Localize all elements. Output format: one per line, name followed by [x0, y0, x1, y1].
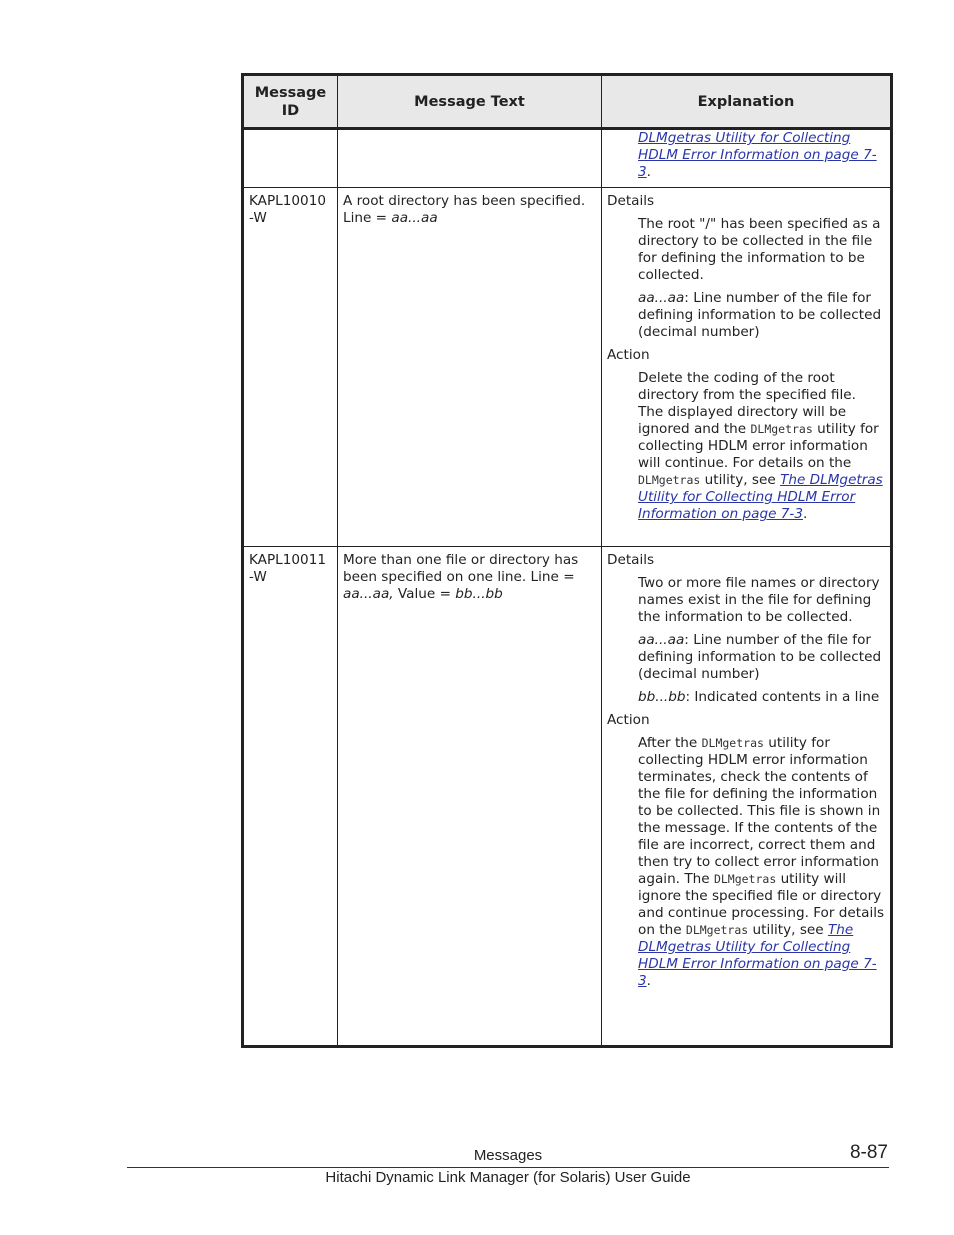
table-header-row — [243, 75, 892, 129]
details-var-desc: : Indicated contents in a line — [685, 689, 880, 705]
table-row — [243, 188, 892, 547]
action-paragraph — [638, 735, 885, 990]
details-paragraph: Two or more file names or directory names exist in the file for defining the information to be collected. — [638, 575, 880, 625]
message-id-part2: -W — [249, 569, 267, 585]
details-paragraph — [638, 689, 885, 706]
details-paragraph: The root "/" has been specified as a directory to be collected in the file for defining the information to be collected. — [638, 216, 881, 283]
footer-section-title: Messages — [473, 1147, 543, 1164]
action-end: . — [802, 506, 808, 522]
action-text: utility, see — [748, 922, 828, 938]
table-row-continued — [243, 129, 892, 188]
cell-empty-id — [243, 129, 338, 188]
table-row — [243, 547, 892, 1047]
cell-message-id — [243, 547, 338, 1047]
reference-link[interactable]: The DLMgetras Utility for Collecting HDLM Error Information on page 7-3 — [638, 922, 877, 989]
message-text: Value = — [393, 586, 456, 602]
cell-message-text — [338, 547, 602, 1047]
action-end: . — [646, 973, 651, 989]
cell-continued-explanation — [602, 129, 892, 188]
continued-link[interactable]: DLMgetras Utility for Collecting HDLM Error Information on page 7-3 — [638, 130, 877, 180]
details-var: aa...aa — [638, 632, 685, 648]
action-text: utility, see — [700, 472, 781, 488]
action-text: utility for collecting HDLM error information terminates, check the contents of the file for defining the information to be collected. This file is shown in the message. If the contents of the file are incorrect, correct them and then try to collect error information again. The — [638, 735, 881, 887]
action-text: Delete the coding of the root directory from the specified file. The displayed directory will be ignored and the — [638, 370, 856, 437]
details-paragraph — [638, 290, 885, 341]
message-var: aa...aa — [391, 210, 438, 226]
details-heading: Details — [607, 552, 655, 568]
details-paragraph — [638, 632, 885, 683]
cell-explanation — [602, 188, 892, 547]
cell-explanation — [602, 547, 892, 1047]
action-heading: Action — [607, 347, 650, 363]
continued-suffix: . — [646, 164, 651, 180]
details-var-desc: : Line number of the file for defining information to be collected (decimal number) — [638, 632, 882, 682]
header-message-text: Message Text — [338, 75, 602, 129]
message-var: aa...aa, — [343, 586, 394, 602]
message-table — [241, 73, 893, 1048]
message-text: More than one file or directory has been specified on one line. Line = — [343, 552, 579, 585]
footer-divider — [127, 1167, 889, 1168]
action-heading: Action — [607, 712, 650, 728]
cell-empty-text — [338, 129, 602, 188]
details-var-desc: : Line number of the file for defining information to be collected (decimal number) — [638, 290, 882, 340]
action-text: utility for collecting HDLM error information will continue. For details on the — [638, 421, 879, 471]
action-paragraph — [638, 370, 885, 523]
page-number: 8-87 — [849, 1142, 888, 1163]
cell-message-id — [243, 188, 338, 547]
action-text: After the — [638, 735, 702, 751]
header-message-id: Message ID — [243, 75, 338, 129]
action-text: utility will ignore the specified file or directory and continue processing. For details on the — [638, 871, 885, 938]
cell-message-text — [338, 188, 602, 547]
reference-link[interactable]: The DLMgetras Utility for Collecting HDLM Error Information on page 7-3 — [638, 472, 883, 522]
utility-code: DLMgetras — [685, 923, 749, 937]
message-id-part2: -W — [249, 210, 267, 226]
details-var: aa...aa — [638, 290, 685, 306]
header-explanation: Explanation — [602, 75, 892, 129]
message-id-part1: KAPL10011 — [249, 552, 326, 568]
message-var: bb...bb — [455, 586, 503, 602]
details-heading: Details — [607, 193, 655, 209]
continued-body — [638, 130, 885, 181]
utility-code: DLMgetras — [713, 872, 777, 886]
message-text: A root directory has been specified. Line = — [343, 193, 586, 226]
utility-code: DLMgetras — [638, 473, 701, 487]
message-id-part1: KAPL10010 — [249, 193, 326, 209]
footer-guide-title: Hitachi Dynamic Link Manager (for Solaris) User Guide — [325, 1169, 691, 1186]
utility-code: DLMgetras — [750, 422, 813, 436]
details-var: bb...bb — [638, 689, 686, 705]
utility-code: DLMgetras — [701, 736, 764, 750]
